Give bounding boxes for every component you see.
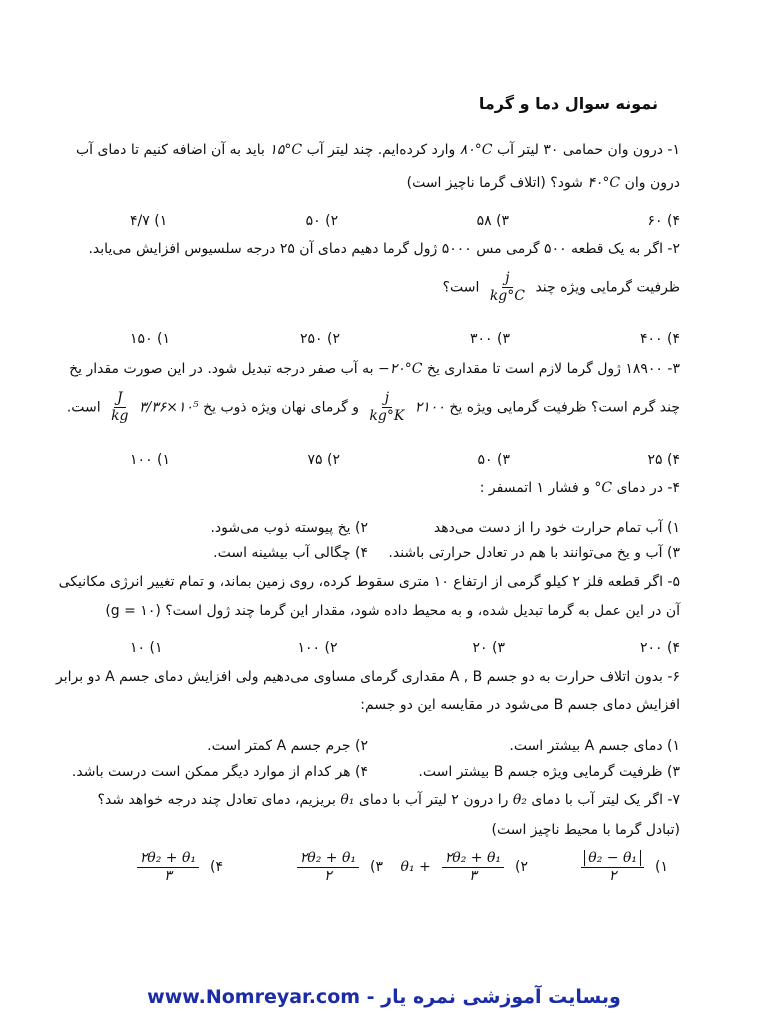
q1-text-d: درون وان <box>624 175 680 191</box>
q6-option-4[interactable]: ۴) هر کدام از موارد دیگر ممکن است درست باشد. <box>71 764 368 780</box>
q5-option-1[interactable]: ۱) ۱۰ <box>130 640 163 656</box>
q2-option-4[interactable]: ۴) ۴۰۰ <box>639 331 680 347</box>
q4-temp: °C <box>594 480 613 496</box>
q1-options <box>130 213 680 229</box>
q1-line2 <box>407 175 680 191</box>
q7-option-2-fraction <box>442 850 504 885</box>
q3-specific-heat-unit <box>366 390 407 425</box>
q1-text-b: وارد کرده‌ایم. چند لیتر آب <box>306 142 456 158</box>
q4-option-2[interactable]: ۲) یخ پیوسته ذوب می‌شود. <box>210 520 368 536</box>
q4-option-4[interactable]: ۴) چگالی آب بیشینه است. <box>213 545 368 561</box>
q4-option-1[interactable]: ۱) آب تمام حرارت خود را از دست می‌دهد <box>433 520 680 536</box>
q5-line1: ۵- اگر قطعه فلز ۲ کیلو گرمی از ارتفاع ۱۰ متری سقوط کرده، روی زمین بماند، و تمام تغییر انرژی مکانیکی <box>58 574 680 590</box>
q5-option-4[interactable]: ۴) ۲۰۰ <box>639 640 680 656</box>
q1-line1 <box>76 142 680 158</box>
q7-theta1: θ₁ <box>340 792 355 808</box>
q7-option-4-fraction <box>137 850 199 885</box>
q2-line2 <box>443 270 680 305</box>
q3-text-d: و گرمای نهان ویژه ذوب یخ <box>203 399 359 416</box>
q4-text-a: ۴- در دمای <box>616 480 680 496</box>
q3-unit1-denominator: kg°K <box>369 407 405 424</box>
q7-line1 <box>98 792 680 808</box>
q3-latent-heat-value: ۳/۳۶×۱۰⁵ <box>138 399 199 416</box>
q7-option-2-label: ۲) <box>515 859 528 876</box>
q7-option-3-denominator: ۲ <box>324 867 332 884</box>
q7-option-2-numerator: ۲θ₂ + θ₁ <box>442 850 504 868</box>
q4-option-3[interactable]: ۳) آب و یخ می‌توانند با هم در تعادل حرارتی باشند. <box>388 545 680 561</box>
q1-temp-cold: ۱۵°C <box>269 142 303 158</box>
q5-line2: آن در این عمل به گرما تبدیل شده، و به محیط داده شود، مقدار این گرما چند ژول است؟ (g = ۱۰) <box>105 603 680 619</box>
q1-text-a: ۱- درون وان حمامی ۳۰ لیتر آب <box>496 142 680 158</box>
q1-temp-target: ۴۰°C <box>587 175 621 191</box>
q7-option-4-numerator: ۲θ₂ + θ₁ <box>137 850 199 868</box>
q3-option-1[interactable]: ۱) ۱۰۰ <box>130 452 171 468</box>
q2-unit-fraction <box>487 270 528 305</box>
page-title: نمونه سوال دما و گرما <box>478 94 658 113</box>
q7-option-4-label: ۴) <box>210 859 223 876</box>
q4-line1 <box>480 480 680 496</box>
q6-line2: افزایش دمای جسم B می‌شود در مقایسه این دو جسم: <box>360 697 680 713</box>
q3-text-c: چند گرم است؟ ظرفیت گرمایی ویژه یخ <box>449 399 680 416</box>
q7-theta2: θ₂ <box>512 792 527 808</box>
q2-text-b: است؟ <box>442 279 480 296</box>
q7-option-1-fraction <box>581 850 644 885</box>
q1-text-e: شود؟ (اتلاف گرما ناچیز است) <box>406 175 583 191</box>
q2-unit-denominator: kg°C <box>489 287 525 304</box>
q2-option-3[interactable]: ۳) ۳۰۰ <box>470 331 511 347</box>
q7-text-a: ۷- اگر یک لیتر آب با دمای <box>531 792 680 808</box>
q7-text-c: بریزیم، دمای تعادل چند درجه خواهد شد؟ <box>97 792 336 808</box>
q2-option-1[interactable]: ۱) ۱۵۰ <box>130 331 171 347</box>
q1-temp-hot: ۸۰°C <box>459 142 493 158</box>
q7-option-3-numerator: ۲θ₂ + θ₁ <box>297 850 359 868</box>
q3-unit1-numerator: j <box>382 390 392 408</box>
footer-website-link[interactable]: www.Nomreyar.com - وبسایت آموزشی نمره یار <box>147 986 621 1008</box>
q3-text-b: به آب صفر درجه تبدیل شود. در این صورت مقدار یخ <box>69 361 374 377</box>
q7-option-4-denominator: ۳ <box>164 867 172 884</box>
q6-line1: ۶- بدون اتلاف حرارت به دو جسم A , B مقداری گرمای مساوی می‌دهیم ولی افزایش دمای جسم A دو برابر <box>56 669 680 685</box>
q3-line1 <box>69 361 680 377</box>
q1-option-3[interactable]: ۳) ۵۸ <box>476 213 510 229</box>
q2-options <box>130 331 680 347</box>
q7-line2: (تبادل گرما با محیط ناچیز است) <box>491 822 680 838</box>
q7-option-1-numerator <box>581 850 644 868</box>
q3-temp-ice: −۲۰°C <box>377 361 423 377</box>
q2-line1: ۲- اگر به یک قطعه ۵۰۰ گرمی مس ۵۰۰۰ ژول گرما دهیم دمای آن ۲۵ درجه سلسیوس افزایش می‌یابد. <box>88 241 680 257</box>
q3-unit2-denominator: kg <box>111 407 129 424</box>
q3-option-3[interactable]: ۳) ۵۰ <box>477 452 511 468</box>
q3-line2 <box>67 390 680 425</box>
q7-option-3-label: ۳) <box>370 859 383 876</box>
q3-unit2-numerator: J <box>114 390 126 408</box>
q3-options <box>130 452 680 468</box>
q5-option-2[interactable]: ۲) ۱۰۰ <box>297 640 338 656</box>
q4-text-b: و فشار ۱ اتمسفر : <box>479 480 590 496</box>
q3-specific-heat-value: ۲۱۰۰ <box>414 399 445 416</box>
q3-text-e: است. <box>66 399 101 416</box>
q1-option-1[interactable]: ۱) ۴/۷ <box>130 213 168 229</box>
q3-text-a: ۳- ۱۸۹۰۰ ژول گرما لازم است تا مقداری یخ <box>426 361 680 377</box>
q7-option-3-fraction <box>297 850 359 885</box>
q7-option-2[interactable] <box>401 850 528 885</box>
q7-option-4[interactable] <box>134 850 223 885</box>
q7-text-b: را درون ۲ لیتر آب با دمای <box>358 792 509 808</box>
q1-option-4[interactable]: ۴) ۶۰ <box>647 213 680 229</box>
q3-latent-heat-unit <box>108 390 131 425</box>
q7-option-1-abs: θ₂ − θ₁ <box>584 850 641 866</box>
q7-option-1-denominator: ۲ <box>608 867 617 884</box>
q7-option-1-label: ۱) <box>655 859 668 876</box>
q5-options <box>130 640 680 656</box>
q6-option-2[interactable]: ۲) جرم جسم A کمتر است. <box>207 738 368 754</box>
q6-option-1[interactable]: ۱) دمای جسم A بیشتر است. <box>509 738 680 754</box>
q7-option-1[interactable] <box>578 850 668 885</box>
q3-option-2[interactable]: ۲) ۷۵ <box>307 452 341 468</box>
q5-option-3[interactable]: ۳) ۲۰ <box>472 640 505 656</box>
q2-text-a: ظرفیت گرمایی ویژه چند <box>535 279 680 296</box>
q6-option-3[interactable]: ۳) ظرفیت گرمایی ویژه جسم B بیشتر است. <box>418 764 680 780</box>
q2-option-2[interactable]: ۲) ۲۵۰ <box>300 331 341 347</box>
q7-option-2-denominator: ۳ <box>469 867 477 884</box>
q2-unit-numerator: j <box>502 270 512 288</box>
q7-option-2-prefix: θ₁ + <box>400 859 431 876</box>
q1-text-c: باید به آن اضافه کنیم تا دمای آب <box>75 142 265 158</box>
q3-option-4[interactable]: ۴) ۲۵ <box>647 452 680 468</box>
q7-option-3[interactable] <box>294 850 383 885</box>
q1-option-2[interactable]: ۲) ۵۰ <box>305 213 339 229</box>
